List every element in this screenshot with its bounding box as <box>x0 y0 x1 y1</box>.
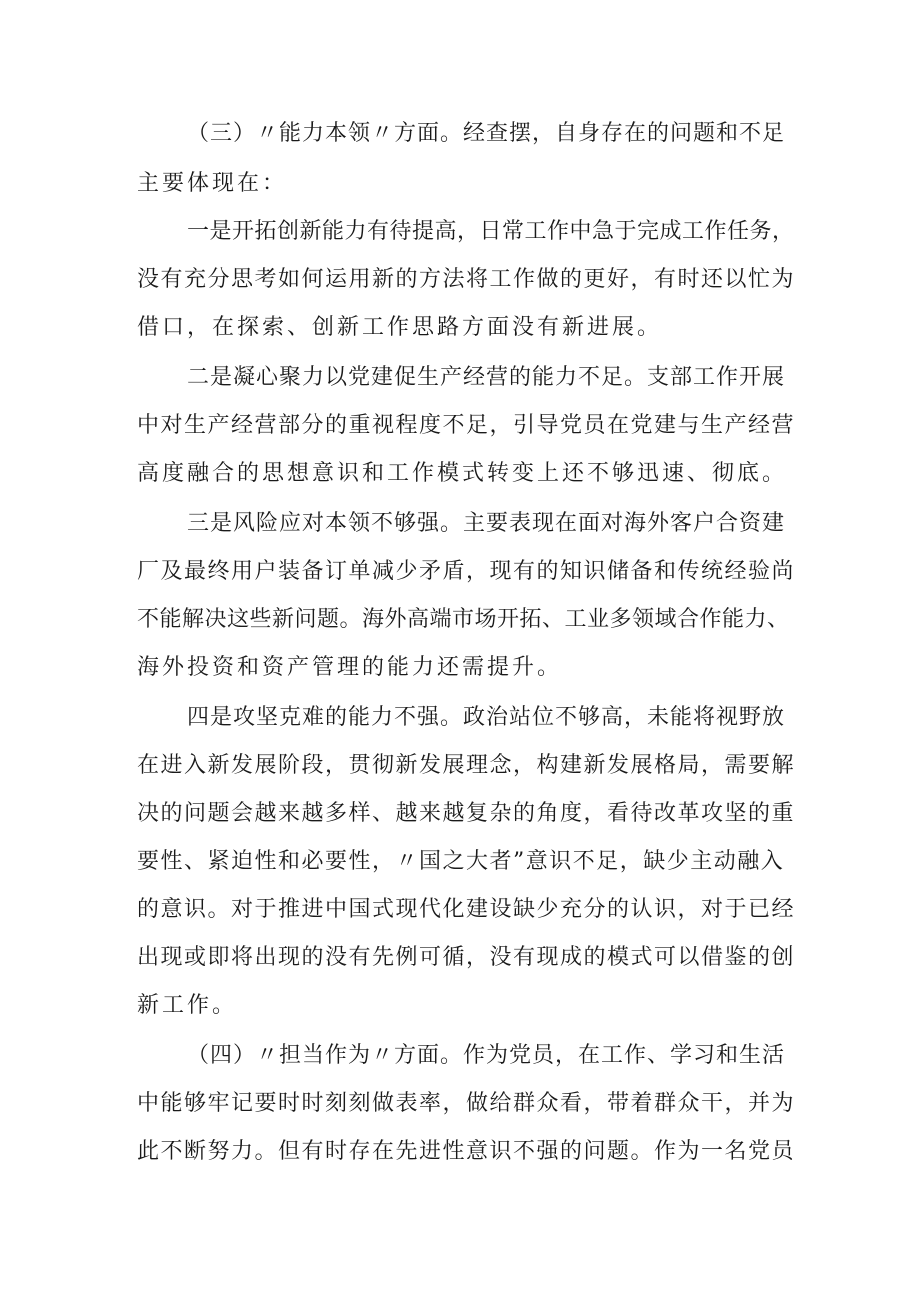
paragraph-line: 主要体现在： <box>137 171 288 196</box>
paragraph-line: 三是风险应对本领不够强。主要表现在面对海外客户合资建 <box>187 511 786 536</box>
paragraph-line: 二是凝心聚力以党建促生产经营的能力不足。支部工作开展 <box>187 365 786 390</box>
paragraph-line: 海外投资和资产管理的能力还需提升。 <box>137 655 563 680</box>
paragraph-line: 此不断努力。但有时存在先进性意识不强的问题。作为一名党员 <box>137 1139 796 1164</box>
paragraph-line: 出现或即将出现的没有先例可循，没有现成的模式可以借鉴的创 <box>137 945 796 970</box>
paragraph-line: 一是开拓创新能力有待提高，日常工作中急于完成工作任务， <box>187 219 795 244</box>
paragraph-line: 中能够牢记要时时刻刻做表率，做给群众看，带着群众干，并为 <box>137 1091 796 1116</box>
paragraph-line: 中对生产经营部分的重视程度不足，引导党员在党建与生产经营 <box>137 413 796 438</box>
paragraph-line: 没有充分思考如何运用新的方法将工作做的更好，有时还以忙为 <box>137 267 796 292</box>
paragraph-line: 在进入新发展阶段，贯彻新发展理念，构建新发展格局，需要解 <box>137 753 796 778</box>
paragraph-line: 借口，在探索、创新工作思路方面没有新进展。 <box>137 315 663 340</box>
paragraph-line: 要性、紧迫性和必要性，〃国之大者”意识不足，缺少主动融入 <box>137 849 785 874</box>
paragraph-line: 四是攻坚克难的能力不强。政治站位不够高，未能将视野放 <box>187 705 786 730</box>
paragraph-line: 的意识。对于推进中国式现代化建设缺少充分的认识，对于已经 <box>137 897 796 922</box>
paragraph-line: 厂及最终用户装备订单减少矛盾，现有的知识储备和传统经验尚 <box>137 559 796 584</box>
paragraph-line: 高度融合的思想意识和工作模式转变上还不够迅速、彻底。 <box>137 461 788 486</box>
section-four-heading: （四）〃担当作为〃方面。作为党员，在工作、学习和生活 <box>187 1043 786 1068</box>
paragraph-line: 决的问题会越来越多样、越来越复杂的角度，看待改革攻坚的重 <box>137 801 796 826</box>
paragraph-line: 不能解决这些新问题。海外高端市场开拓、工业多领域合作能力、 <box>137 607 790 632</box>
paragraph-line: 新工作。 <box>137 993 238 1018</box>
section-three-heading: （三）〃能力本领〃方面。经查摆，自身存在的问题和不足 <box>187 121 786 146</box>
